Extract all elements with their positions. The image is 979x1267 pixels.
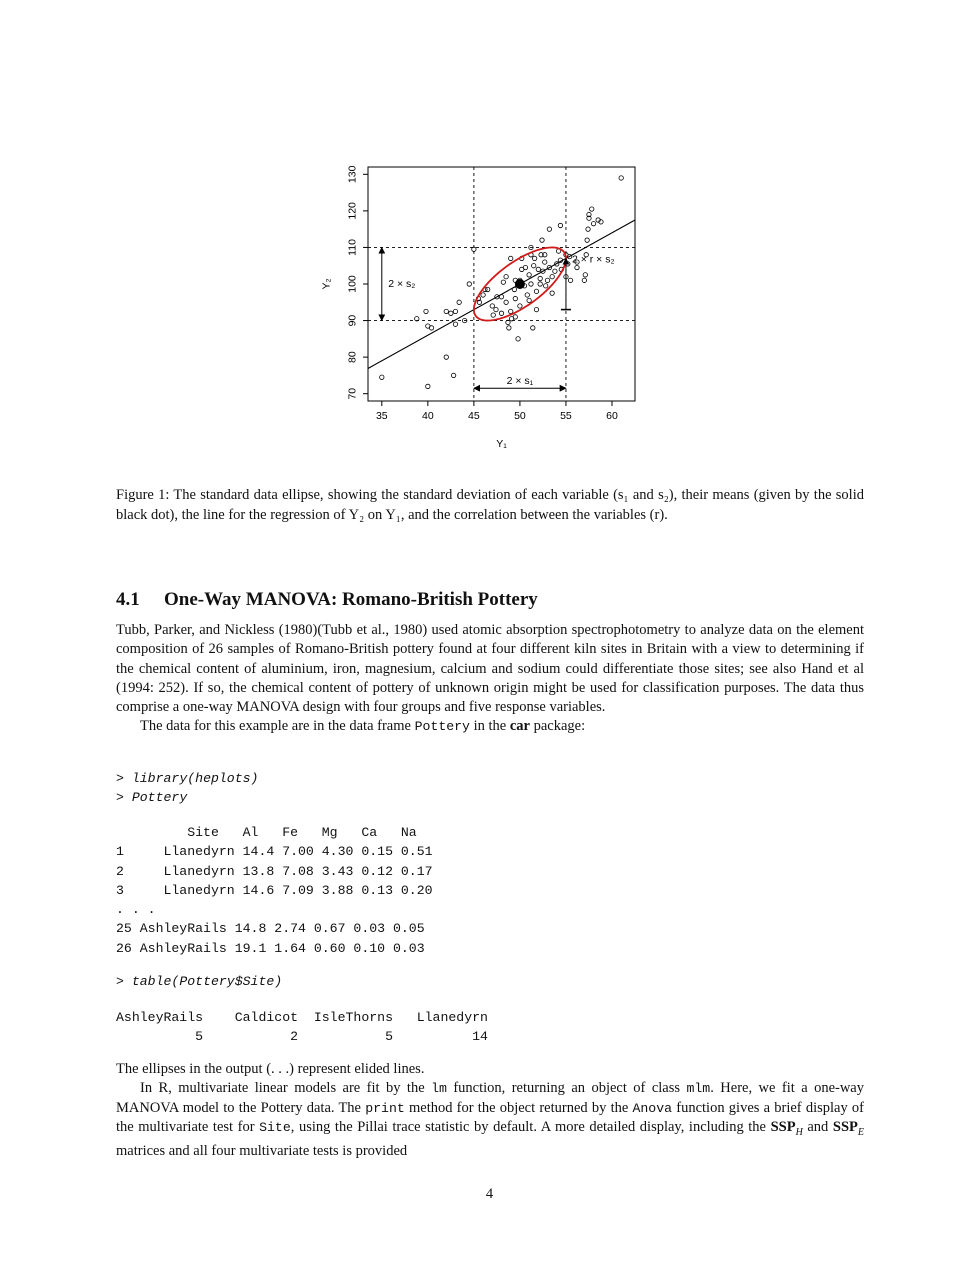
code-line: Pottery (131, 790, 188, 806)
data-point (529, 282, 533, 286)
data-point (444, 309, 448, 313)
code-line: table(Pottery$Site) (131, 974, 283, 989)
y-axis-label: Y₂ (320, 278, 333, 290)
table-row: 25 AshleyRails 14.8 2.74 0.67 0.03 0.05 (116, 921, 425, 937)
table-row: 26 AshleyRails 19.1 1.64 0.60 0.10 0.03 (116, 940, 425, 956)
data-point (449, 311, 453, 315)
data-point (585, 238, 589, 242)
data-point (494, 307, 498, 311)
data-point (499, 311, 503, 315)
data-point (453, 309, 457, 313)
x-tick-label: 55 (560, 410, 572, 422)
data-point (491, 313, 495, 317)
data-point (523, 265, 527, 269)
data-point (568, 278, 572, 282)
y-tick-label: 70 (346, 387, 359, 400)
paragraph-intro: Tubb, Parker, and Nickless (1980)(Tubb et al., 1980) used atomic absorption spectrophotometry to analyze data on the element composition of 26 samples of Romano-British pottery found at four different kiln sites in Britain with a view to determining if the chemical content of aluminium, iron, magnesium, calcium and sodium could differentiate those sites; see also Hand et al (1994: 252). If so, the chemical content of pottery of unknown origin might be used for classification purposes. The data thus comprise a one-way MANOVA design with four groups and five response variables. (116, 622, 864, 716)
data-point (518, 304, 522, 308)
x-tick-label: 50 (514, 410, 526, 422)
data-point (507, 326, 511, 330)
y-tick-label: 80 (346, 351, 359, 363)
paragraph-data-frame: The data for this example are in the data frame Pottery in the car package: (140, 718, 586, 735)
data-point (534, 289, 538, 293)
data-point (582, 278, 586, 282)
package-name: car (509, 718, 530, 735)
data-point (543, 284, 547, 288)
data-point (532, 256, 536, 260)
data-point (536, 267, 540, 271)
data-point (527, 298, 531, 302)
table-row: 3 Llanedyrn 14.6 7.09 3.88 0.13 0.20 (116, 882, 433, 898)
data-point (429, 326, 433, 330)
data-point (540, 238, 544, 242)
data-point (525, 293, 529, 297)
data-point (558, 223, 562, 227)
x-tick-label: 40 (422, 410, 434, 422)
data-point (453, 322, 457, 326)
data-point (619, 176, 623, 180)
x-axis-label: Y₁ (496, 438, 507, 450)
data-point (545, 278, 549, 282)
label-2rs2: 2 × r × s₂ (571, 253, 615, 266)
data-point (380, 375, 384, 379)
data-point (512, 287, 516, 291)
data-point (553, 269, 557, 273)
data-point (509, 317, 513, 321)
y-tick-label: 130 (346, 165, 359, 184)
output-table-site (116, 1008, 488, 1047)
body-paragraphs-2 (116, 1060, 864, 1161)
scatter-plot (300, 155, 660, 460)
body-paragraphs (116, 621, 864, 737)
label-2s2: 2 × s₂ (388, 278, 416, 290)
data-point (590, 207, 594, 211)
inline-code-pottery: Pottery (414, 719, 470, 735)
paragraph-lm: In R, multivariate linear models are fit by the lm function, returning an object of class mlm. Here, we fit a one-way MANOVA model to the Pottery data. The print method for the object returned by the Anova function gives a brief display of the multivariate test for Site, using the Pillai trace statistic by default. A more detailed display, including the $SSP_H$ and $SSP_E$ matrices and all four multivariate tests is provided (116, 1080, 864, 1160)
table-row: 5 2 5 14 (116, 1029, 488, 1045)
section-title: One-Way MANOVA: Romano-British Pottery (164, 589, 538, 610)
table-header: Site Al Fe Mg Ca Na (116, 825, 417, 840)
data-point (467, 282, 471, 286)
code-line: library(heplots) (131, 771, 259, 786)
data-point (426, 384, 430, 388)
data-point (504, 274, 508, 278)
data-point (534, 307, 538, 311)
data-point (444, 355, 448, 359)
figure-caption (116, 486, 864, 525)
data-point (550, 274, 554, 278)
data-point (532, 264, 536, 268)
data-point (513, 296, 517, 300)
data-point (516, 337, 520, 341)
data-point (591, 221, 595, 225)
code-block-table: > table(Pottery$Site) (116, 974, 283, 989)
output-table-pottery (116, 823, 433, 958)
data-point (457, 300, 461, 304)
y-tick-label: 90 (346, 314, 359, 327)
y-tick-label: 120 (346, 202, 359, 220)
page-number: 4 (485, 1186, 494, 1202)
table-row-ellipsis: . . . (116, 902, 156, 918)
x-tick-label: 35 (375, 410, 388, 422)
section-heading (116, 589, 864, 611)
data-point (547, 227, 551, 231)
section-number: 4.1 (116, 589, 140, 610)
data-point (527, 273, 531, 277)
mean-dot (515, 279, 525, 289)
data-point (504, 300, 508, 304)
data-point (501, 280, 505, 284)
data-point (490, 304, 494, 308)
label-2s1: 2 × s₁ (506, 375, 534, 388)
x-tick-label: 45 (468, 410, 480, 422)
data-point (575, 265, 579, 269)
code-block-library: > library(heplots) > Pottery (116, 771, 259, 806)
table-row: 2 Llanedyrn 13.8 7.08 3.43 0.12 0.17 (116, 863, 433, 879)
data-point (481, 293, 485, 297)
data-point (509, 309, 513, 313)
data-point (424, 309, 428, 313)
data-point (531, 326, 535, 330)
data-point (538, 282, 542, 286)
data-point (451, 373, 455, 377)
data-point (543, 260, 547, 264)
table-row: 1 Llanedyrn 14.4 7.00 4.30 0.15 0.51 (116, 844, 433, 860)
data-point (538, 276, 542, 280)
y-tick-label: 100 (346, 275, 359, 293)
paragraph-ellipses: The ellipses in the output (. . .) represent elided lines. (116, 1061, 425, 1077)
y-tick-label: 110 (346, 239, 359, 256)
caption-text: Figure 1: The standard data ellipse, showing the standard deviation of each variable (s₁ and s₂), their means (given by the solid black dot), the line for the regression of Y₂ on Y₁, and the correlation between the variables (r). (116, 487, 864, 523)
table-header: AshleyRails Caldicot IsleThorns Llanedyrn (116, 1010, 488, 1025)
data-point (499, 295, 503, 299)
data-ellipse-figure (300, 155, 660, 460)
data-point (583, 273, 587, 277)
data-point (550, 291, 554, 295)
data-point (509, 256, 513, 260)
data-point (586, 227, 590, 231)
x-tick-label: 60 (606, 410, 618, 422)
